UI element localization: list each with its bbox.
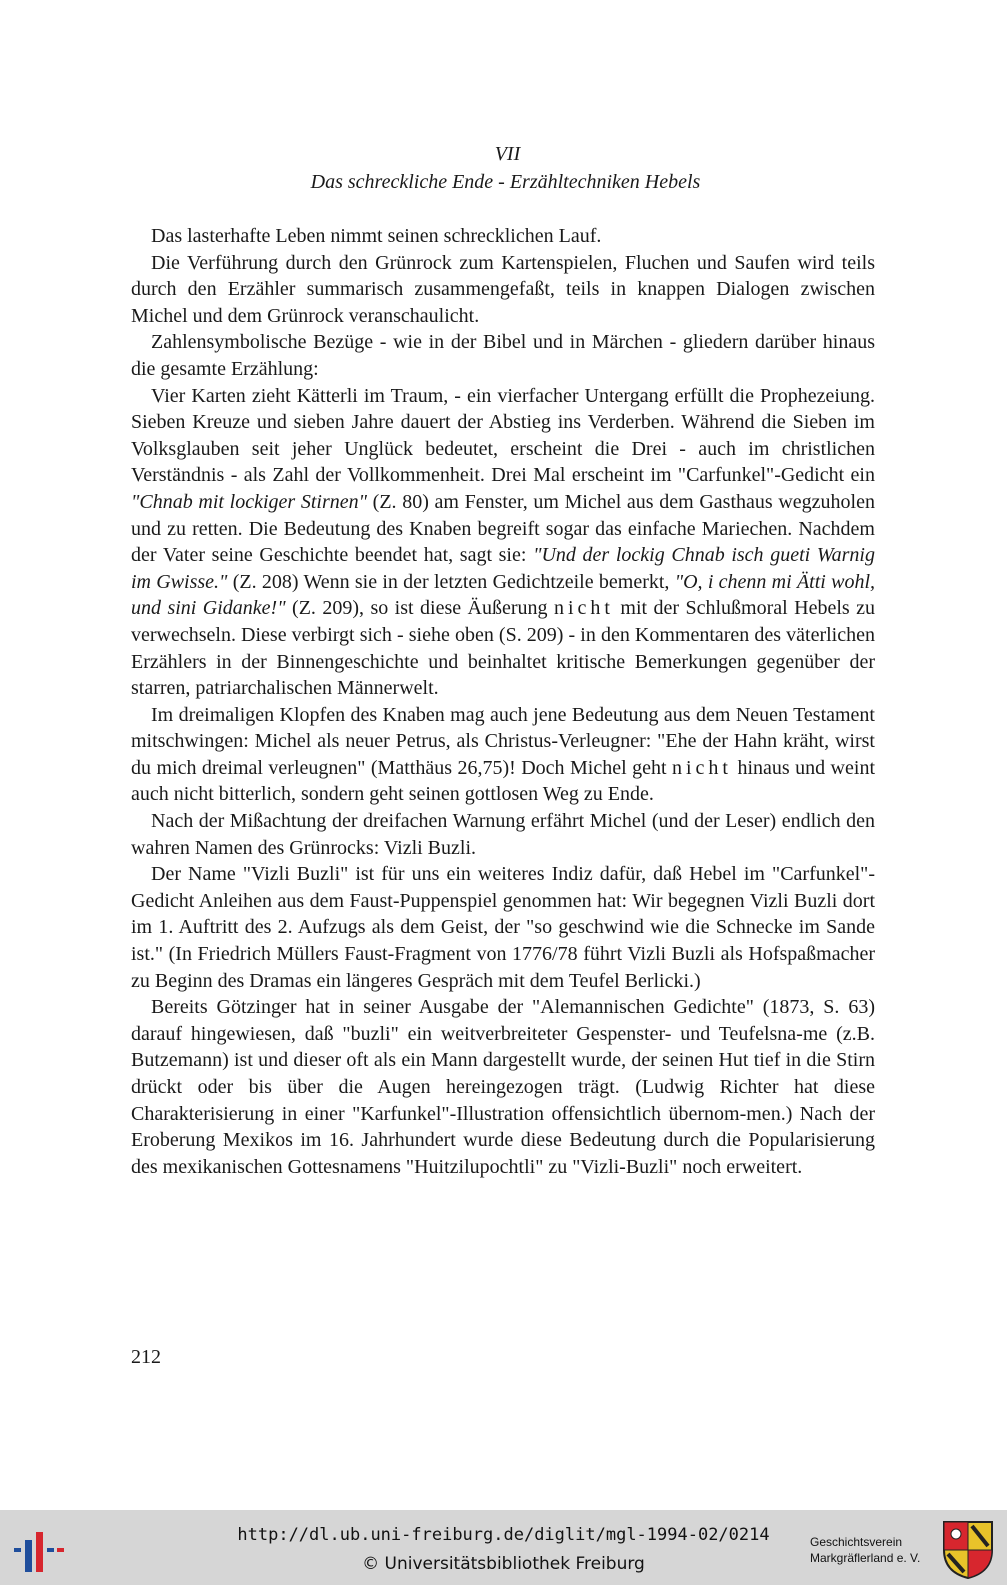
footer-copyright: © Universitätsbibliothek Freiburg — [362, 1554, 645, 1574]
paragraph-3: Zahlensymbolische Bezüge - wie in der Bibel und in Märchen - gliedern darüber hinaus die gesamte Erzählung: — [131, 331, 875, 380]
paragraph-1: Das lasterhafte Leben nimmt seinen schrecklichen Lauf. — [151, 225, 602, 247]
paragraph-5 — [131, 702, 875, 808]
paragraph-5-text-a: Im dreimaligen Klopfen des Knaben mag auch jene Bedeutung aus dem Neuen Testament mitschwingen: Michel als neuer Petrus, als Christus-Verleugner: "Ehe der Hahn kräht, wirst du mich dreimal verleugnen" (Matthäus 26,75)! Doch Michel geht — [131, 703, 875, 779]
body-text — [131, 223, 875, 1180]
paragraph-4-text-c: (Z. 80) am Fenster, um Michel aus dem Gasthaus wegzuholen und zu retten. Die Bedeutung des Knaben begreift sogar das einfache Mariechen. Nachdem der Vater seine Geschichte beendet hat, sagt sie: — [131, 490, 875, 567]
paragraph-4-text-a: Vier Karten zieht Kätterli im Traum, - ein vierfacher Untergang erfüllt die Prophezeiung. Sieben Kreuze und sieben Jahre dauert der Abstieg ins Verderben. Während die Sieben im Volksglauben seit jeher Unglück bedeutet, erscheint die Drei - auch im christlichen Verständnis - als Zahl der Vollkommenheit. Drei Mal erscheint im "Carfunkel"-Gedicht ein — [131, 384, 875, 487]
footer-url-link[interactable]: http://dl.ub.uni-freiburg.de/diglit/mgl-1994-02/0214 — [237, 1525, 770, 1545]
emphasis-nicht: nicht — [553, 597, 614, 620]
paragraph-7: Der Name "Vizli Buzli" ist für uns ein weiteres Indiz dafür, daß Hebel im "Carfunkel"-Gedicht Anleihen aus dem Faust-Puppenspiel genommen hat: Wir begegnen Vizli Buzli dort im 1. Auftritt des 2. Aufzugs als dem Geist, der "so geschwind wie die Schnecke im Sande ist." (In Friedrich Müllers Faust-Fragment von 1776/78 führt Vizli Buzli als Hofspaßmacher zu Beginn des Dramas ein längeres Gespräch mit dem Teufel Berlicki.) — [131, 863, 875, 992]
paragraph-4 — [131, 383, 875, 702]
org-name-line-2: Markgräflerland e. V. — [810, 1551, 921, 1565]
paragraph-8: Bereits Götzinger hat in seiner Ausgabe der "Alemannischen Gedichte" (1873, S. 63) darauf hingewiesen, daß "buzli" ein weitverbreiteter Gespenster- und Teufelsna-me (z.B. Butzemann) ist und dieser oft als ein Mann dargestellt wurde, der seinen Hut tief in die Stirn drückt oder bis über die Augen hereingezogen trägt. (Ludwig Richter hat diese Charakterisierung in einer "Karfunkel"-Illustration offensichtlich übernom-men.) Nach der Eroberung Mexikos im 16. Jahrhundert wurde diese Bedeutung durch die Popularisierung des mexikanischen Gottesnamens "Huitzilupochtli" zu "Vizli-Buzli" noch erweitert. — [131, 996, 875, 1178]
footer-organization[interactable] — [810, 1534, 920, 1566]
page-number: 212 — [131, 1346, 161, 1368]
chapter-title: Das schreckliche Ende - Erzähltechniken Hebels — [310, 171, 701, 193]
chapter-number: VII — [494, 143, 521, 165]
paragraph-2: Die Verführung durch den Grünrock zum Kartenspielen, Fluchen und Saufen wird teils durch den Erzähler summarisch zusammengefaßt, teils in knappen Dialogen zwischen Michel und dem Grünrock veranschaulicht. — [131, 251, 875, 327]
quote-warnig: "Und der lockig Chnab isch gueti Warnig im Gwisse." — [131, 544, 875, 593]
footer-bar — [0, 1510, 1007, 1585]
paragraph-4-text-g: (Z. 209), so ist diese Äußerung — [285, 597, 554, 620]
quote-aetti: "O, i chenn mi Ätti wohl, und sini Gidanke!" — [131, 570, 875, 620]
quote-chnab: "Chnab mit lockiger Stirnen" — [131, 490, 367, 513]
coat-of-arms-icon[interactable] — [942, 1520, 994, 1580]
org-name-line-1: Geschichtsverein — [810, 1535, 903, 1549]
paragraph-4-text-e: (Z. 208) Wenn sie in der letzten Gedichtzeile bemerkt, — [227, 570, 675, 593]
paragraph-5-text-c: hinaus und weint auch nicht bitterlich, sondern geht seinen gottlosen Weg zu Ende. — [131, 756, 875, 806]
paragraph-4-text-i: mit der Schlußmoral Hebels zu verwechseln. Diese verbirgt sich - siehe oben (S. 209) - in den Kommentaren des väterlichen Erzählers in der Binnengeschichte und beinhaltet kritische Bemerkungen gegenüber der starren, patriarchalischen Männerwelt. — [131, 597, 875, 700]
paragraph-6: Nach der Mißachtung der dreifachen Warnung erfährt Michel (und der Leser) endlich den wahren Namen des Grünrocks: Vizli Buzli. — [131, 810, 875, 859]
emphasis-nicht-2: nicht — [671, 756, 732, 779]
